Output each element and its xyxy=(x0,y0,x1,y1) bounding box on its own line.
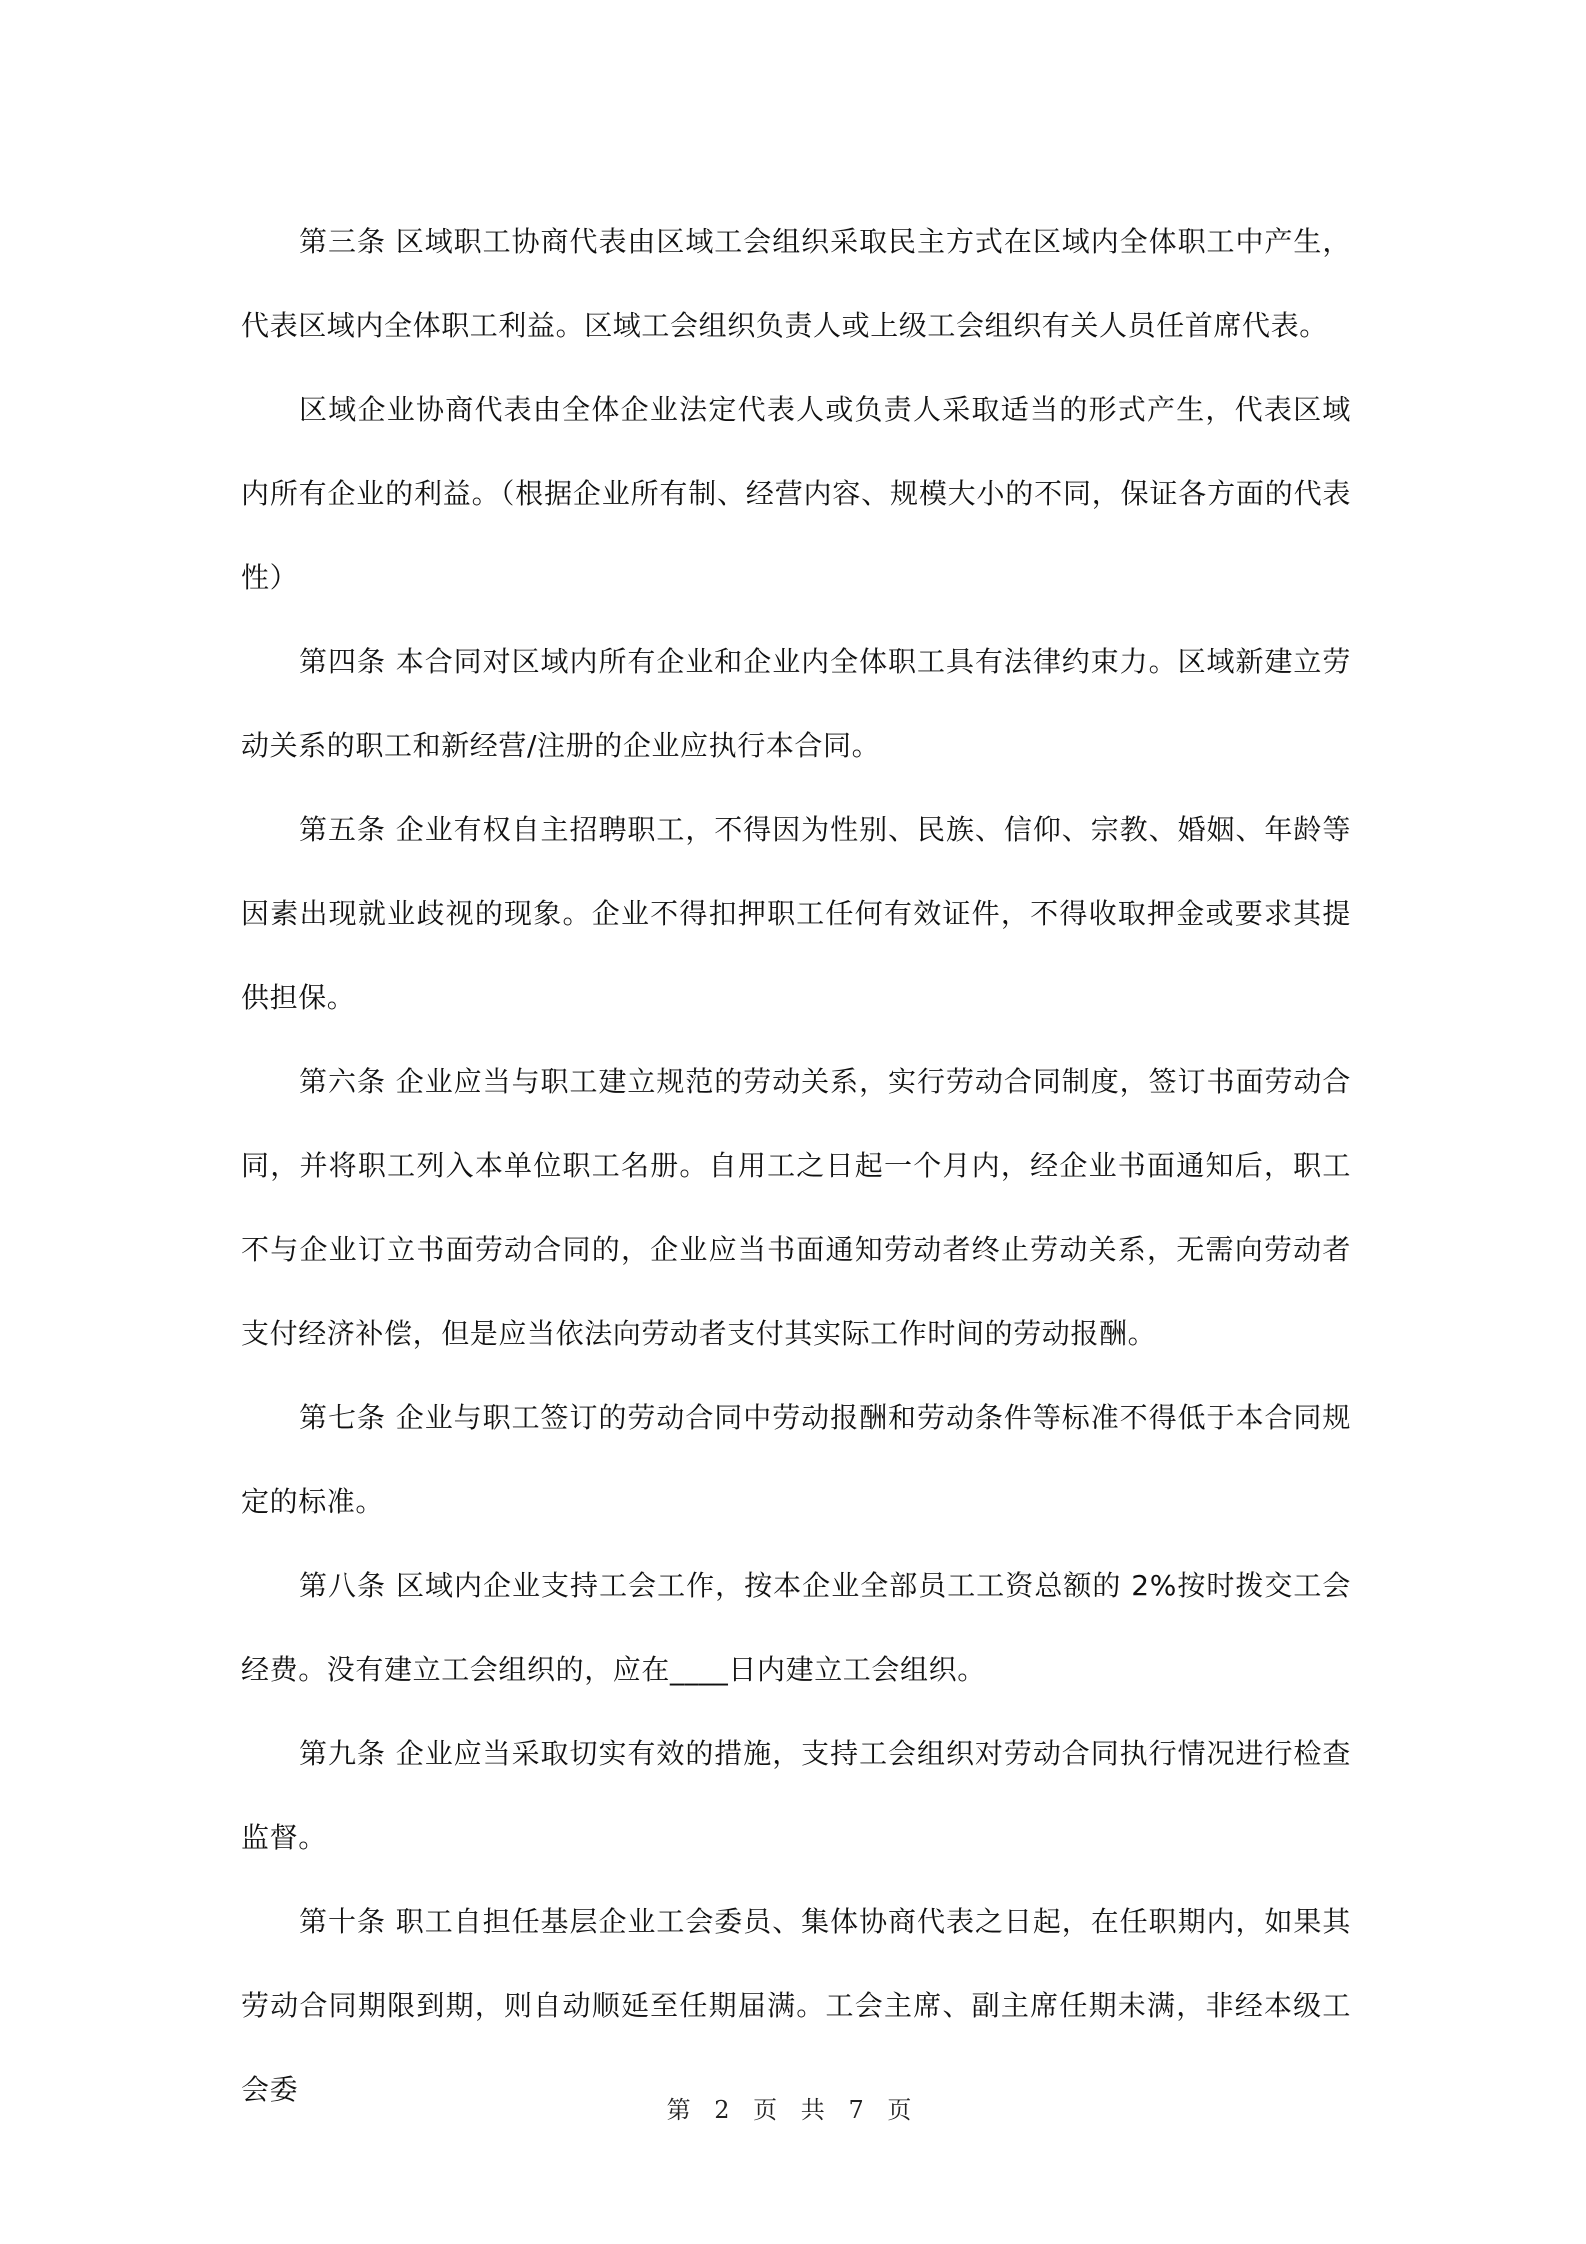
paragraph-article-5: 第五条 企业有权自主招聘职工，不得因为性别、民族、信仰、宗教、婚姻、年龄等因素出现就业歧视的现象。企业不得扣押职工任何有效证件，不得收取押金或要求其提供担保。 xyxy=(241,813,1351,1014)
paragraph-enterprise-representatives: 区域企业协商代表由全体企业法定代表人或负责人采取适当的形式产生，代表区域内所有企业的利益。（根据企业所有制、经营内容、规模大小的不同，保证各方面的代表性） xyxy=(241,393,1351,594)
paragraph-article-10: 第十条 职工自担任基层企业工会委员、集体协商代表之日起，在任职期内，如果其劳动合同期限到期，则自动顺延至任期届满。工会主席、副主席任期未满，非经本级工会委 xyxy=(241,1905,1351,2106)
paragraph-article-6: 第六条 企业应当与职工建立规范的劳动关系，实行劳动合同制度，签订书面劳动合同，并将职工列入本单位职工名册。自用工之日起一个月内，经企业书面通知后，职工不与企业订立书面劳动合同的，企业应当书面通知劳动者终止劳动关系，无需向劳动者支付经济补偿，但是应当依法向劳动者支付其实际工作时间的劳动报酬。 xyxy=(241,1065,1351,1350)
paragraph-article-3: 第三条 区域职工协商代表由区域工会组织采取民主方式在区域内全体职工中产生，代表区域内全体职工利益。区域工会组织负责人或上级工会组织有关人员任首席代表。 xyxy=(241,225,1351,342)
paragraph-article-9: 第九条 企业应当采取切实有效的措施，支持工会组织对劳动合同执行情况进行检查监督。 xyxy=(241,1737,1351,1854)
paragraph-article-4: 第四条 本合同对区域内所有企业和企业内全体职工具有法律约束力。区域新建立劳动关系的职工和新经营/注册的企业应执行本合同。 xyxy=(241,645,1351,762)
paragraph-article-8: 第八条 区域内企业支持工会工作，按本企业全部员工工资总额的 2%按时拨交工会经费。没有建立工会组织的，应在____日内建立工会组织。 xyxy=(241,1569,1351,1686)
document-body xyxy=(241,200,1351,2132)
page-number-footer: 第 2 页 共 7 页 xyxy=(666,2096,920,2124)
paragraph-article-7: 第七条 企业与职工签订的劳动合同中劳动报酬和劳动条件等标准不得低于本合同规定的标准。 xyxy=(241,1401,1351,1518)
